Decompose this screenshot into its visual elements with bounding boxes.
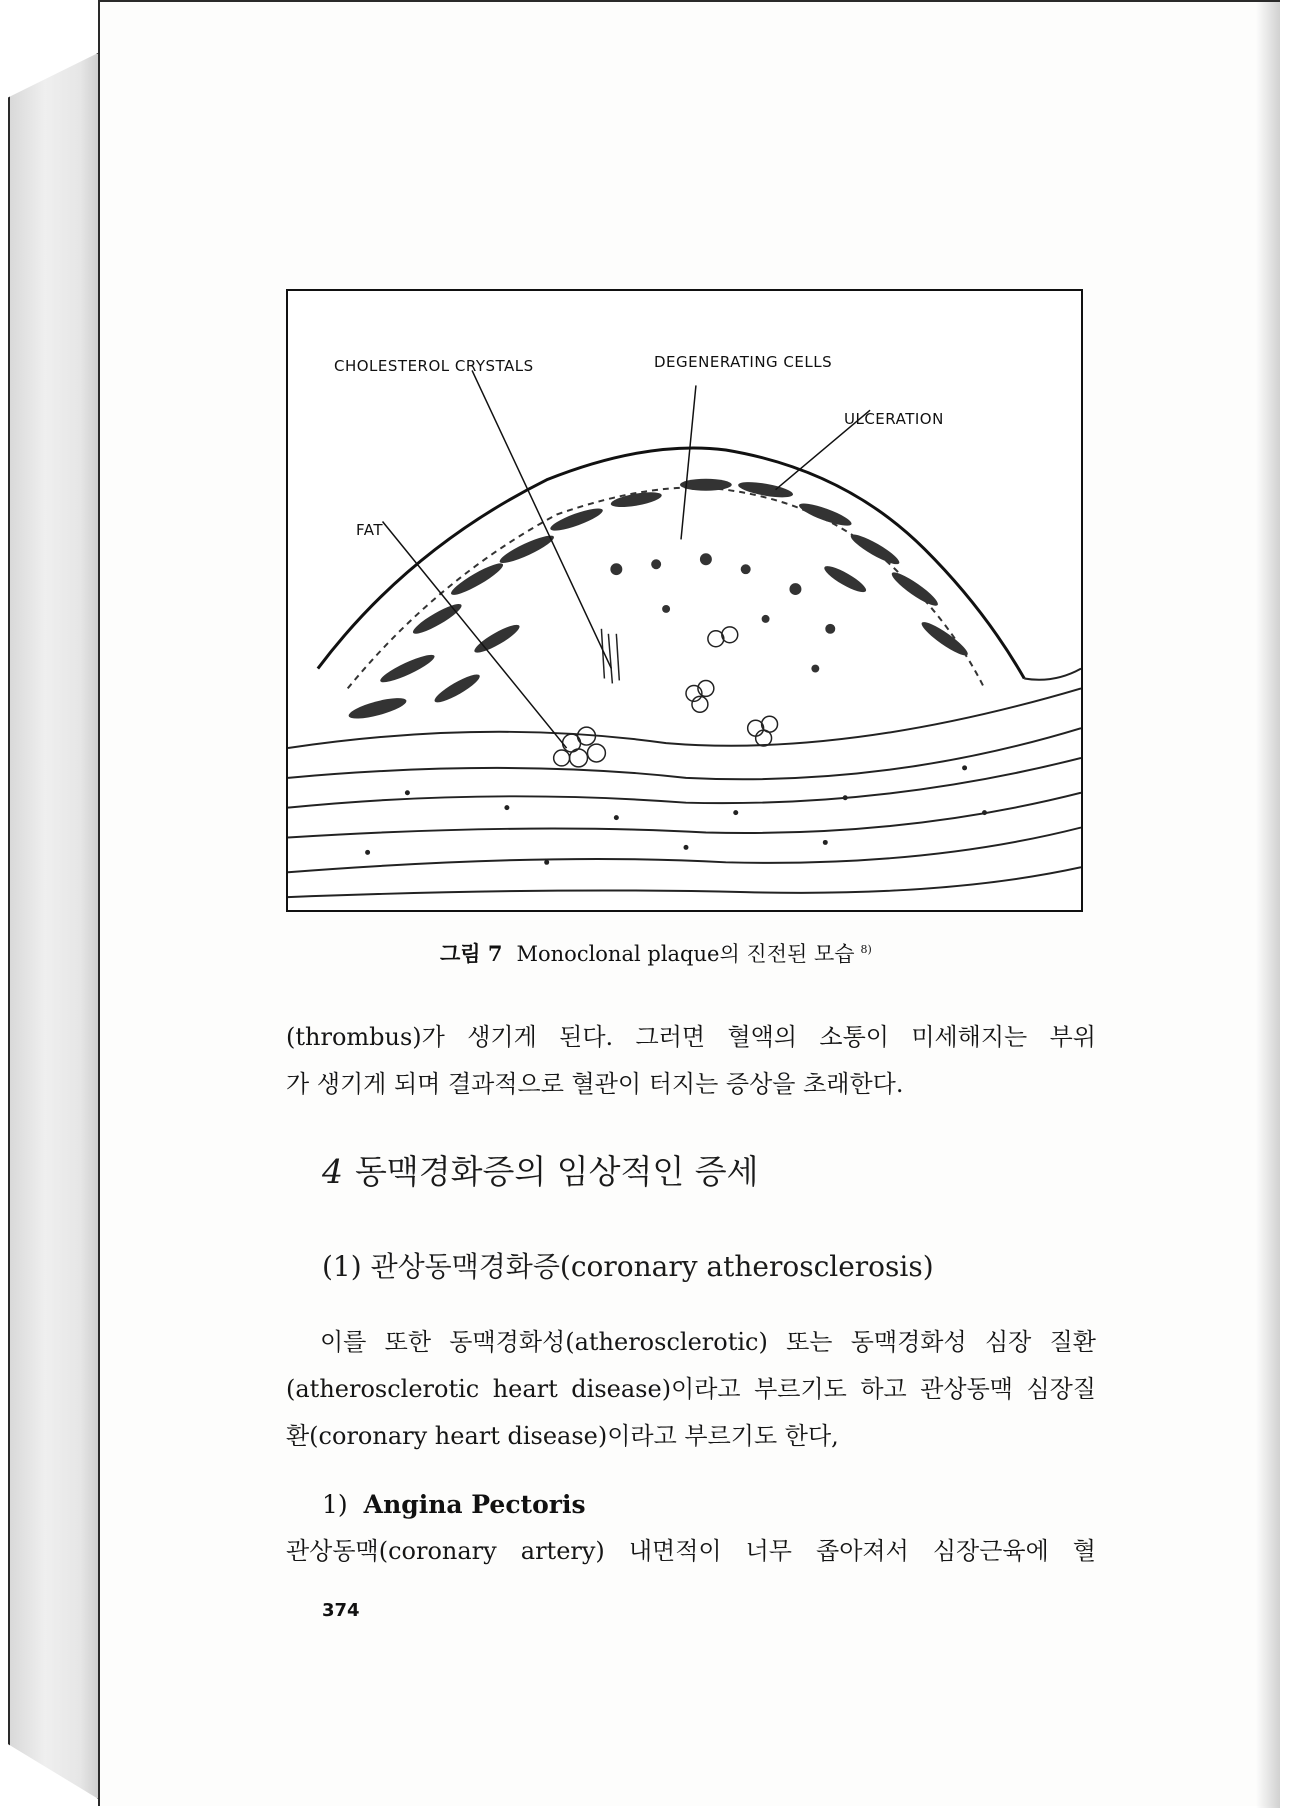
section-title-text: 동맥경화증의 임상적인 증세 xyxy=(355,1152,759,1191)
paragraph-definition xyxy=(286,1319,1096,1460)
label-cholesterol-crystals: CHOLESTEROL CRYSTALS xyxy=(334,357,534,375)
figure-caption-text: Monoclonal plaque의 진전된 모습 xyxy=(516,942,855,966)
paragraph-line: 가 생기게 되며 결과적으로 혈관이 터지는 증상을 초래한다. xyxy=(286,1070,904,1098)
plaque-illustration xyxy=(286,289,1083,912)
figure-caption xyxy=(440,938,872,968)
label-degenerating-cells: DEGENERATING CELLS xyxy=(654,353,833,371)
paragraph-line: (atherosclerotic heart disease)이라고 부르기도 하고 관상동맥 심장질 xyxy=(286,1375,1096,1403)
page-shadow xyxy=(1256,2,1280,1808)
figure-number: 그림 7 xyxy=(440,941,503,966)
item-heading xyxy=(322,1490,586,1519)
paragraph-line: 관상동맥(coronary artery) 내면적이 너무 좁아져서 심장근육에 혈 xyxy=(286,1537,1096,1565)
item-title-text: Angina Pectoris xyxy=(363,1490,586,1519)
paragraph-thrombus xyxy=(286,1014,1096,1108)
subsection-heading: (1) 관상동맥경화증(coronary atherosclerosis) xyxy=(322,1250,934,1283)
page-number: 374 xyxy=(322,1600,360,1621)
plaque-drawing xyxy=(288,291,1081,910)
label-ulceration: ULCERATION xyxy=(844,410,944,428)
section-heading xyxy=(322,1146,759,1193)
item-number: 1) xyxy=(322,1490,348,1519)
label-fat: FAT xyxy=(356,521,384,539)
book-spine-edge xyxy=(8,52,100,1800)
paragraph-line: 이를 또한 동맥경화성(atherosclerotic) 또는 동맥경화성 심장 질환 xyxy=(320,1328,1096,1356)
paragraph-line: 환(coronary heart disease)이라고 부르기도 한다, xyxy=(286,1422,839,1450)
section-number: 4 xyxy=(322,1152,343,1191)
paragraph-angina xyxy=(286,1528,1096,1575)
paragraph-line: (thrombus)가 생기게 된다. 그러면 혈액의 소통이 미세해지는 부위 xyxy=(286,1023,1096,1051)
figure-reference: 8) xyxy=(860,943,872,956)
